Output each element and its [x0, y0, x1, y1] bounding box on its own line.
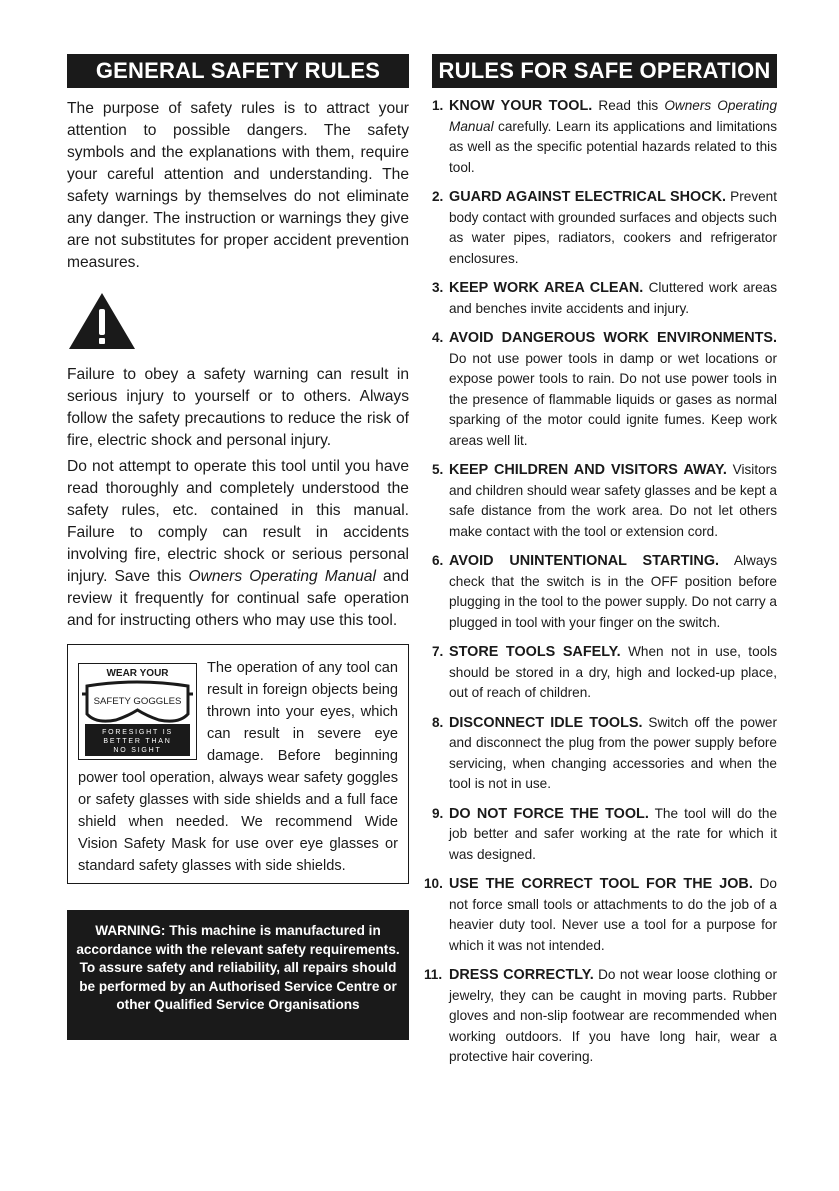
attempt-text-b: and review it frequently for continual safe operation and for instructing others who may use this tool.	[67, 568, 409, 629]
rule-number: 3.	[432, 280, 444, 295]
rule-item	[432, 642, 777, 704]
rule-item	[424, 874, 777, 956]
rule-title: USE THE CORRECT TOOL FOR THE JOB.	[449, 876, 753, 892]
rules-list	[424, 96, 778, 1068]
rule-body: When not in use, tools should be stored in a dry, high and locked-up place, out of reach of children.	[449, 644, 778, 700]
badge-top-text: WEAR YOUR	[106, 668, 169, 679]
rule-body: The tool will do the job better and safer working at the rate for which it was designed.	[449, 805, 778, 862]
rule-number: 5.	[432, 462, 444, 477]
rule-item	[424, 965, 777, 1068]
badge-mid-text: SAFETY GOGGLES	[93, 696, 182, 707]
attempt-text-a: Do not attempt to operate this tool until you have read thoroughly and completely understood the safety rules, etc. contained in this manual. Failure to comply can result in accidents involving fire, electric shock or serious personal injury. Save this	[67, 458, 409, 585]
rule-number: 4.	[432, 330, 444, 345]
safety-goggles-badge	[78, 663, 197, 760]
rule-number: 8.	[432, 714, 444, 730]
warning-triangle-icon	[67, 291, 137, 351]
rule-title: GUARD AGAINST ELECTRICAL SHOCK.	[449, 189, 726, 205]
rule-title: AVOID UNINTENTIONAL STARTING.	[449, 553, 720, 569]
failure-paragraph: Failure to obey a safety warning can result in serious injury to yourself or to others. Always follow the safety precautions to reduce the risk of fire, electric shock and personal injury.	[67, 366, 409, 449]
attempt-paragraph	[67, 456, 409, 632]
general-safety-heading: GENERAL SAFETY RULES	[67, 54, 409, 88]
rule-item	[432, 713, 777, 795]
rule-item	[432, 187, 777, 269]
left-column	[67, 54, 409, 1040]
goggles-notice-box	[67, 644, 409, 884]
rule-body: carefully. Learn its applications and limitations as well as the specific potential hazards related to this tool.	[449, 118, 777, 175]
rule-body: Switch off the power and disconnect the plug from the power supply before servicing, when changing accessories and when the tool is not in use.	[449, 714, 777, 791]
rule-body: Cluttered work areas and benches invite accidents and injury.	[449, 280, 777, 316]
rule-item	[432, 551, 777, 633]
rule-title: KEEP CHILDREN AND VISITORS AWAY.	[449, 462, 727, 478]
rule-pre: Read this	[592, 98, 665, 113]
rule-body: Do not use power tools in damp or wet locations or expose power tools to rain. Do not use power tools in the presence of flammable liquids or gases as normal sparking of the motor could ignite fumes. Keep work areas well lit.	[449, 350, 777, 448]
rule-item	[432, 96, 777, 178]
rule-title: KEEP WORK AREA CLEAN.	[449, 280, 644, 296]
rule-title: DO NOT FORCE THE TOOL.	[449, 805, 649, 822]
badge-line1: FORESIGHT IS	[102, 729, 173, 736]
right-column	[424, 54, 778, 1077]
safe-operation-heading: RULES FOR SAFE OPERATION	[432, 54, 777, 88]
rule-number: 9.	[432, 805, 444, 821]
attempt-manual-title: Owners Operating Manual	[188, 568, 376, 585]
rule-item	[432, 328, 777, 451]
intro-paragraph: The purpose of safety rules is to attract your attention to possible dangers. The safety symbols and the explanations with them, require your careful attention and understanding. The safety warnings by themselves do not eliminate any danger. The instruction or warnings they give are not substitutes for proper accident prevention measures.	[67, 100, 409, 271]
service-warning-box: WARNING: This machine is manufactured in accordance with the relevant safety requirements. To assure safety and reliability, all repairs should be performed by an Authorised Service Centre or other Qualified Service Organisations	[67, 910, 409, 1040]
rule-item	[432, 278, 777, 319]
rule-number: 2.	[432, 189, 444, 204]
rule-body: Visitors and children should wear safety glasses and be kept a safe distance from the work area. Do not let others make contact with the tool or extension cord.	[449, 462, 777, 539]
rule-number: 10.	[424, 876, 443, 891]
rule-item	[432, 804, 777, 866]
safety-goggles-icon	[79, 664, 196, 759]
rule-number: 6.	[432, 553, 444, 568]
rule-title: DISCONNECT IDLE TOOLS.	[449, 714, 643, 731]
rule-number: 7.	[432, 644, 444, 659]
rule-body: Do not wear loose clothing or jewelry, they can be caught in moving parts. Rubber gloves and non-slip footwear are recommended when working outdoors. If you have long hair, wear a protective hair covering.	[449, 967, 777, 1064]
rule-title: DRESS CORRECTLY.	[449, 967, 594, 983]
rule-title: KNOW YOUR TOOL.	[449, 98, 593, 114]
rule-title: STORE TOOLS SAFELY.	[449, 644, 621, 660]
rule-item	[432, 460, 777, 542]
rule-title: AVOID DANGEROUS WORK ENVIRONMENTS.	[449, 330, 777, 346]
goggles-text: The operation of any tool can result in foreign objects being thrown into your eyes, which can result in severe eye damage. Before beginning power tool operation, always wear safety goggles or safety glasses with side shields and a full face shield when needed. We recommend Wide Vision Safety Mask for use over eye glasses or standard safety glasses with side shields.	[78, 660, 398, 874]
rule-body: Do not force small tools or attachments to do the job of a heavier duty tool. Never use a tool for a purpose for which it was not intended.	[449, 876, 777, 953]
rule-italic: Owners Operating Manual	[449, 98, 778, 134]
rule-number: 11.	[424, 967, 443, 982]
badge-line3: NO SIGHT	[113, 747, 162, 754]
rule-body: Always check that the switch is in the OFF position before plugging in the tool to the power supply. Do not carry a plugged in tool with your finger on the switch.	[449, 553, 777, 630]
rule-number: 1.	[432, 98, 444, 113]
rule-body: Prevent body contact with grounded surfaces and objects such as water pipes, radiators, cookers and refrigerator enclosures.	[449, 189, 778, 266]
badge-line2: BETTER THAN	[103, 738, 172, 745]
